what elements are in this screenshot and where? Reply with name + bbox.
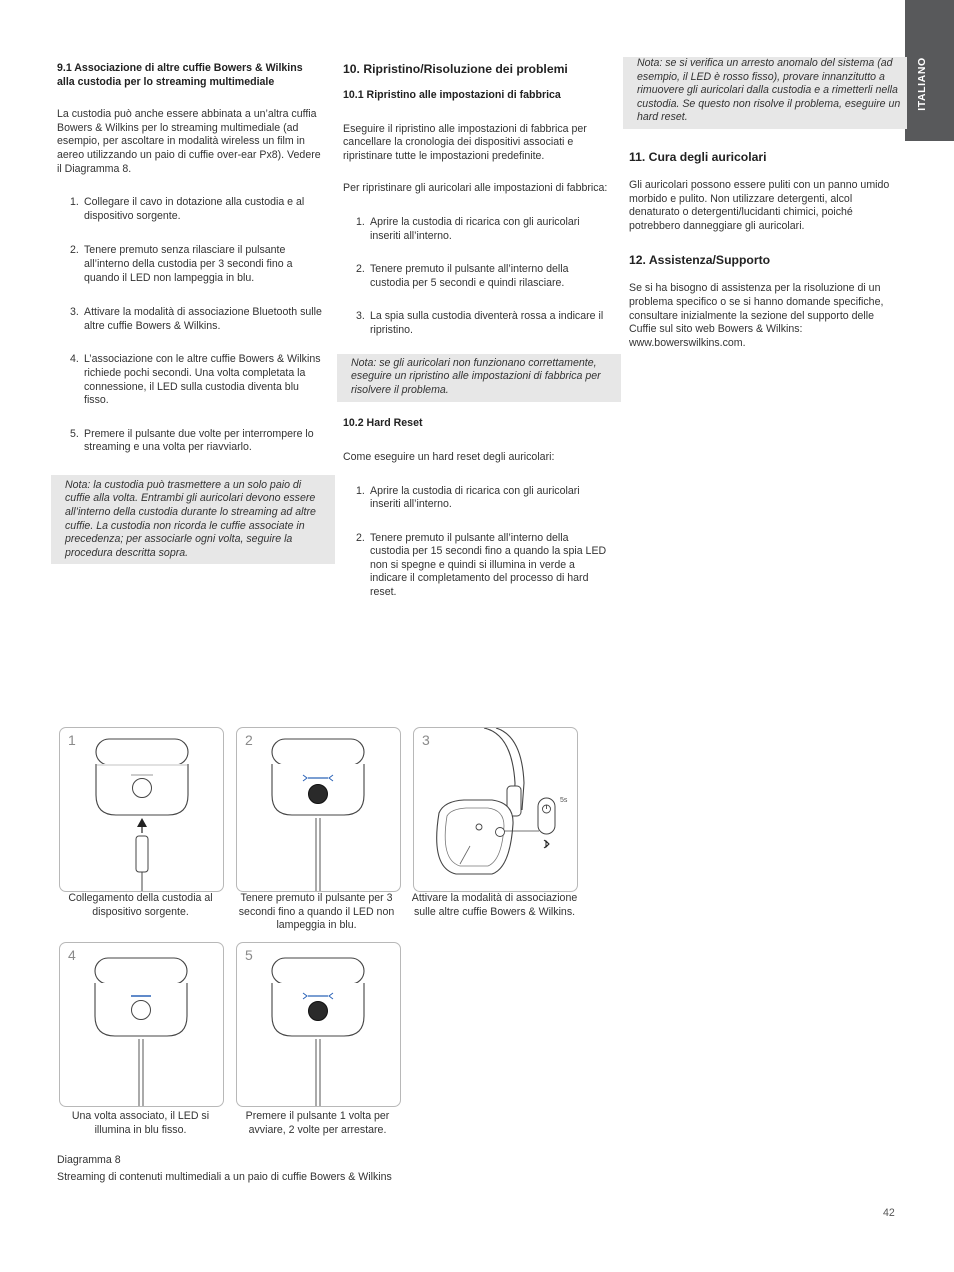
diagram-panel-5 [236, 942, 401, 1107]
paragraph: Per ripristinare gli auricolari alle impostazioni di fabbrica: [343, 182, 608, 195]
paragraph: Se si ha bisogno di assistenza per la risoluzione di un problema specifico o se si hanno domande specifiche, consultare inizialmente la sezione del supporto delle Cuffie sul sito web Bowers & Wilkins: www.bowerswilkins.com. [629, 282, 884, 349]
diagram-panel-1 [59, 727, 224, 892]
section-10-1-steps [343, 216, 609, 338]
panel-caption: Una volta associato, il LED si illumina in blu fisso. [71, 1110, 210, 1136]
column-1 [57, 62, 323, 564]
panel-number: 1 [68, 732, 76, 748]
list-item: 3. Attivare la modalità di associazione Bluetooth sulle altre cuffie Bowers & Wilkins. [70, 306, 322, 332]
list-item: 4. L’associazione con le altre cuffie Bowers & Wilkins richiede pochi secondi. Una volta completata la connessione, il LED sulla custodia diventa blu fisso. [70, 353, 321, 407]
paragraph: Gli auricolari possono essere puliti con un panno umido morbido e pulito. Non utilizzare detergenti, alcol denaturato o detergenti/lucidanti chimici, poiché potrebbero danneggiare gli auricolari. [629, 178, 890, 232]
column-3 [629, 57, 901, 350]
language-tab [905, 0, 954, 141]
list-item: 5. Premere il pulsante due volte per interrompere lo streaming e una volta per riavviarlo. [70, 427, 314, 454]
diagram-panel-2 [236, 727, 401, 892]
headphone-illustration [414, 728, 577, 891]
section-11-heading: 11. Cura degli auricolari [629, 149, 767, 164]
list-item: 2. Tenere premuto il pulsante all’interno della custodia per 5 secondi e quindi rilasciare. [356, 263, 569, 289]
page-number: 42 [883, 1207, 895, 1219]
section-10-heading: 10. Ripristino/Risoluzione dei problemi [343, 62, 568, 76]
panel-caption: Tenere premuto il pulsante per 3 secondi fino a quando il LED non lampeggia in blu. [238, 892, 395, 932]
list-item: 1. Aprire la custodia di ricarica con gli auricolari inseriti all’interno. [356, 215, 580, 242]
panel-number: 2 [245, 732, 253, 748]
figure-subtitle: Streaming di contenuti multimediali a un paio di cuffie Bowers & Wilkins [57, 1171, 392, 1183]
section-10-2-steps [343, 485, 609, 600]
column-2 [343, 62, 609, 600]
language-tab-label: ITALIANO [916, 57, 928, 111]
note-box: Nota: la custodia può trasmettere a un solo paio di cuffie alla volta. Entrambi gli auricolari devono essere all’interno della custodia durante lo streaming ad altre cuffie. La custodia non ricorda le cuffie associate in precedenza; per associarle ogni volta, seguire la procedura descritta sopra. [51, 475, 335, 565]
list-item: 2. Tenere premuto senza rilasciare il pulsante all’interno della custodia per 3 secondi fino a quando il LED non lampeggia in blu. [70, 244, 293, 284]
section-9-1-steps [57, 196, 323, 455]
charging-case-illustration [60, 728, 223, 891]
charging-case-illustration [60, 943, 223, 1106]
section-9-1-heading: 9.1 Associazione di altre cuffie Bowers & Wilkins alla custodia per lo streaming multimediale [57, 62, 303, 88]
duration-label: 5s [560, 797, 568, 804]
paragraph: Come eseguire un hard reset degli auricolari: [343, 450, 555, 463]
charging-case-illustration [237, 943, 400, 1106]
list-item: 3. La spia sulla custodia diventerà rossa a indicare il ripristino. [356, 310, 604, 336]
note-box: Nota: se gli auricolari non funzionano correttamente, eseguire un ripristino alle impostazioni di fabbrica per risolvere il problema. [337, 354, 621, 403]
diagram-panel-3 [413, 727, 578, 892]
panel-caption: Premere il pulsante 1 volta per avviare, 2 volte per arrestare. [245, 1110, 390, 1136]
section-9-1-intro: La custodia può anche essere abbinata a un’altra cuffia Bowers & Wilkins per lo streaming multimediale (ad esempio, per ascoltare in modalità wireless un film in aereo utilizzando un paio di cuffie over-ear Px8). Vedere il Diagramma 8. [57, 108, 321, 175]
panel-caption: Attivare la modalità di associazione sulle altre cuffie Bowers & Wilkins. [411, 892, 578, 918]
diagram-panel-4 [59, 942, 224, 1107]
panel-number: 4 [68, 947, 76, 963]
panel-number: 3 [422, 732, 430, 748]
charging-case-illustration [237, 728, 400, 891]
list-item: 1. Collegare il cavo in dotazione alla custodia e al dispositivo sorgente. [70, 196, 305, 222]
list-item: 1. Aprire la custodia di ricarica con gli auricolari inseriti all’interno. [356, 484, 580, 511]
list-item: 2. Tenere premuto il pulsante all’interno della custodia per 15 secondi fino a quando la spia LED non si spegne e quindi si illumina in verde a indicare il completamento del processo di hard reset. [356, 531, 607, 599]
note-box: Nota: se si verifica un arresto anomalo del sistema (ad esempio, il LED è rosso fisso), provare innanzitutto a rimuovere gli auricolari dalla custodia e a rimetterli nella custodia. Se questo non risolve il problema, eseguire un hard reset. [623, 57, 907, 129]
figure-title: Diagramma 8 [57, 1154, 121, 1166]
panel-caption: Collegamento della custodia al dispositivo sorgente. [68, 892, 213, 918]
paragraph: Eseguire il ripristino alle impostazioni di fabbrica per cancellare la cronologia dei dispositivi associati e ripristinare tutte le impostazioni predefinite. [343, 122, 587, 162]
section-10-2-heading: 10.2 Hard Reset [343, 417, 423, 430]
section-10-1-heading: 10.1 Ripristino alle impostazioni di fabbrica [343, 89, 561, 101]
section-12-heading: 12. Assistenza/Supporto [629, 253, 771, 268]
panel-number: 5 [245, 947, 253, 963]
